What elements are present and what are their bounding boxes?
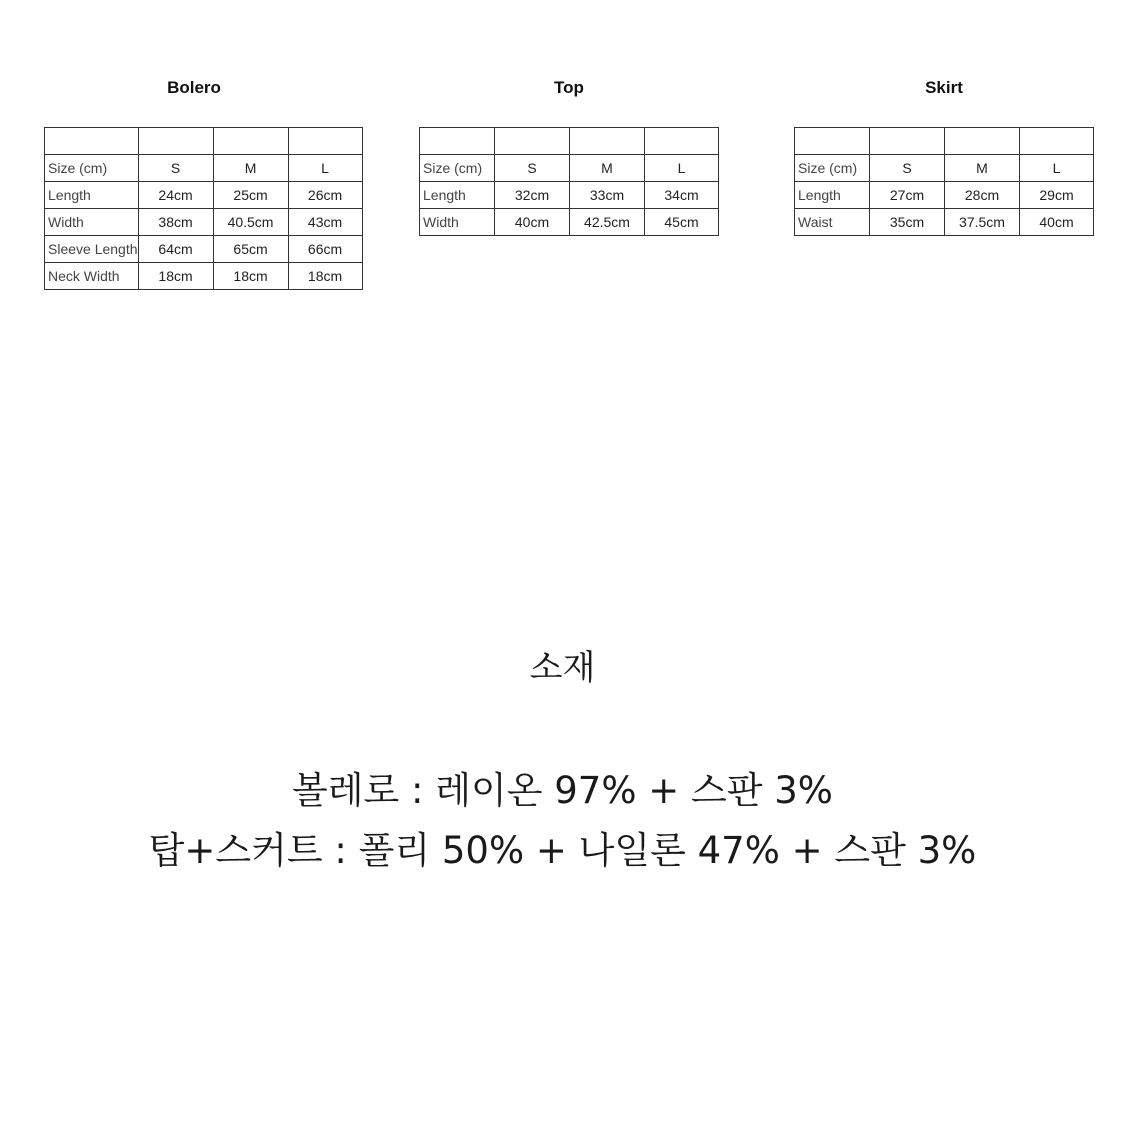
table-cell: 29cm (1020, 182, 1094, 209)
header-cell: Size (cm) (420, 155, 495, 182)
table-blank-row (795, 128, 1094, 155)
table-row (45, 263, 363, 290)
table-cell: 33cm (570, 182, 645, 209)
material-heading: 소재 (529, 648, 596, 688)
header-cell: M (213, 155, 288, 182)
table-row (420, 182, 719, 209)
row-label: Neck Width (45, 263, 139, 290)
row-label: Length (45, 182, 139, 209)
table-cell: 24cm (138, 182, 213, 209)
header-cell: L (288, 155, 362, 182)
header-cell: L (645, 155, 719, 182)
row-label: Width (420, 209, 495, 236)
header-cell: M (570, 155, 645, 182)
table-cell: 27cm (870, 182, 945, 209)
table-row (420, 209, 719, 236)
header-cell: M (945, 155, 1020, 182)
table-cell: 40.5cm (213, 209, 288, 236)
table-cell: 43cm (288, 209, 362, 236)
bolero-size-table (44, 127, 363, 290)
table-header-row (795, 155, 1094, 182)
row-label: Width (45, 209, 139, 236)
header-cell: Size (cm) (795, 155, 870, 182)
table-cell: 66cm (288, 236, 362, 263)
table-header-row (420, 155, 719, 182)
table-header-row (45, 155, 363, 182)
table-cell: 32cm (495, 182, 570, 209)
table-cell: 42.5cm (570, 209, 645, 236)
table-cell: 18cm (138, 263, 213, 290)
table-cell: 45cm (645, 209, 719, 236)
table-row (795, 209, 1094, 236)
row-label: Length (795, 182, 870, 209)
table-row (795, 182, 1094, 209)
table-cell: 25cm (213, 182, 288, 209)
table-cell: 65cm (213, 236, 288, 263)
material-line-bolero: 볼레로 : 레이온 97% + 스판 3% (292, 769, 833, 812)
row-label: Sleeve Length (45, 236, 139, 263)
header-cell: Size (cm) (45, 155, 139, 182)
table-blank-row (420, 128, 719, 155)
table-row (45, 236, 363, 263)
header-cell: L (1020, 155, 1094, 182)
table-cell: 37.5cm (945, 209, 1020, 236)
table-blank-row (45, 128, 363, 155)
table-cell: 38cm (138, 209, 213, 236)
table-cell: 26cm (288, 182, 362, 209)
table-cell: 64cm (138, 236, 213, 263)
table-cell: 28cm (945, 182, 1020, 209)
bolero-title: Bolero (167, 78, 221, 97)
header-cell: S (495, 155, 570, 182)
table-cell: 35cm (870, 209, 945, 236)
row-label: Waist (795, 209, 870, 236)
top-title: Top (554, 78, 584, 97)
header-cell: S (870, 155, 945, 182)
skirt-title: Skirt (925, 78, 963, 97)
table-cell: 40cm (1020, 209, 1094, 236)
top-size-table (419, 127, 719, 236)
header-cell: S (138, 155, 213, 182)
material-line-top-skirt: 탑+스커트 : 폴리 50% + 나일론 47% + 스판 3% (148, 829, 977, 872)
table-row (45, 209, 363, 236)
skirt-size-table (794, 127, 1094, 236)
table-cell: 40cm (495, 209, 570, 236)
row-label: Length (420, 182, 495, 209)
table-row (45, 182, 363, 209)
table-cell: 18cm (288, 263, 362, 290)
table-cell: 34cm (645, 182, 719, 209)
table-cell: 18cm (213, 263, 288, 290)
